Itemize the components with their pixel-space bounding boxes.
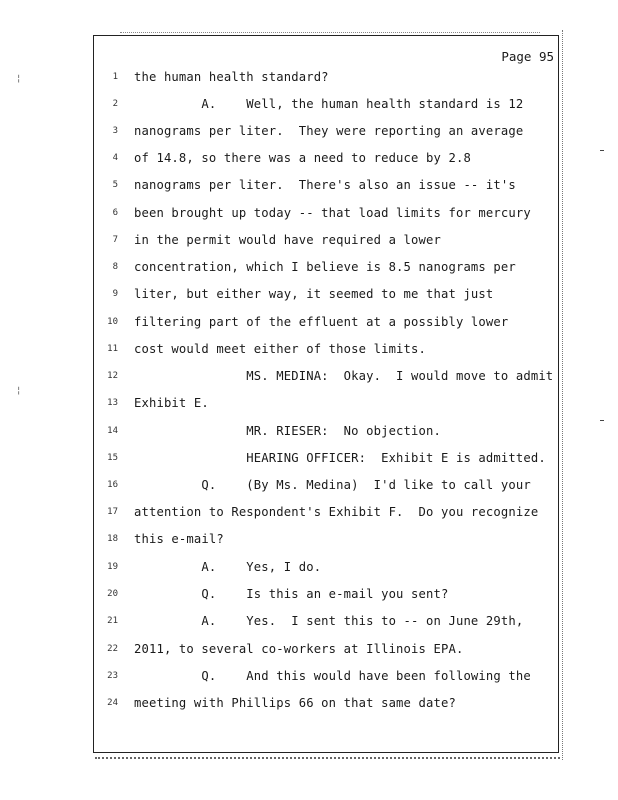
line-number: 9 (112, 289, 118, 299)
transcript-line (98, 505, 558, 523)
transcript-line (98, 532, 558, 550)
transcript-line (98, 478, 558, 496)
transcript-line (98, 396, 558, 414)
line-number: 4 (112, 153, 118, 163)
line-text: attention to Respondent's Exhibit F. Do you recognize (134, 505, 539, 519)
transcript-line (98, 97, 558, 115)
transcript-line (98, 642, 558, 660)
transcript-line (98, 287, 558, 305)
line-text: liter, but either way, it seemed to me that just (134, 287, 494, 301)
transcript-line (98, 260, 558, 278)
transcript-line (98, 587, 558, 605)
scan-speck (600, 420, 604, 421)
line-text: this e-mail? (134, 532, 224, 546)
line-text: A. Yes, I do. (134, 560, 322, 574)
line-number: 11 (107, 344, 118, 354)
line-number: 20 (107, 589, 118, 599)
transcript-line (98, 178, 558, 196)
transcript-line (98, 424, 558, 442)
line-text: the human health standard? (134, 70, 329, 84)
line-number: 8 (112, 262, 118, 272)
line-text: meeting with Phillips 66 on that same date? (134, 696, 456, 710)
line-number: 13 (107, 398, 118, 408)
transcript-line (98, 70, 558, 88)
transcript-line (98, 233, 558, 251)
line-number: 18 (107, 534, 118, 544)
line-text: concentration, which I believe is 8.5 nanograms per (134, 260, 516, 274)
line-text: Q. (By Ms. Medina) I'd like to call your (134, 478, 531, 492)
line-text: Q. Is this an e-mail you sent? (134, 587, 449, 601)
scan-mark: ¦ (16, 386, 22, 396)
line-number: 22 (107, 644, 118, 654)
line-number: 12 (107, 371, 118, 381)
page-number: Page 95 (501, 49, 554, 64)
line-number: 16 (107, 480, 118, 490)
right-margin-rule (562, 30, 564, 760)
transcript-line (98, 614, 558, 632)
line-text: HEARING OFFICER: Exhibit E is admitted. (134, 451, 546, 465)
line-number: 19 (107, 562, 118, 572)
line-text: filtering part of the effluent at a possibly lower (134, 315, 509, 329)
line-number: 14 (107, 426, 118, 436)
line-text: of 14.8, so there was a need to reduce by 2.8 (134, 151, 471, 165)
line-number: 6 (112, 208, 118, 218)
line-number: 2 (112, 99, 118, 109)
transcript-line (98, 696, 558, 714)
top-rule (120, 32, 540, 33)
transcript-line (98, 206, 558, 224)
line-text: nanograms per liter. They were reporting an average (134, 124, 524, 138)
transcript-line (98, 560, 558, 578)
line-text: in the permit would have required a lower (134, 233, 441, 247)
line-text: A. Yes. I sent this to -- on June 29th, (134, 614, 524, 628)
line-text: MS. MEDINA: Okay. I would move to admit (134, 369, 554, 383)
transcript-line (98, 369, 558, 387)
transcript-line (98, 315, 558, 333)
line-text: cost would meet either of those limits. (134, 342, 427, 356)
line-text: Exhibit E. (134, 396, 209, 410)
line-number: 23 (107, 671, 118, 681)
line-text: been brought up today -- that load limits for mercury (134, 206, 531, 220)
line-number: 24 (107, 698, 118, 708)
scan-speck (600, 150, 604, 151)
scan-mark: ¦ (16, 74, 22, 84)
line-text: Q. And this would have been following the (134, 669, 531, 683)
line-number: 3 (112, 126, 118, 136)
line-text: nanograms per liter. There's also an issue -- it's (134, 178, 516, 192)
line-number: 21 (107, 616, 118, 626)
line-text: A. Well, the human health standard is 12 (134, 97, 524, 111)
line-number: 5 (112, 180, 118, 190)
transcript-line (98, 669, 558, 687)
transcript-line (98, 124, 558, 142)
line-text: MR. RIESER: No objection. (134, 424, 441, 438)
bottom-rule (95, 757, 560, 759)
line-text: 2011, to several co-workers at Illinois EPA. (134, 642, 464, 656)
transcript-line (98, 342, 558, 360)
line-number: 15 (107, 453, 118, 463)
line-number: 1 (112, 72, 118, 82)
line-number: 17 (107, 507, 118, 517)
line-number: 7 (112, 235, 118, 245)
transcript-line (98, 151, 558, 169)
line-number: 10 (107, 317, 118, 327)
transcript-line (98, 451, 558, 469)
